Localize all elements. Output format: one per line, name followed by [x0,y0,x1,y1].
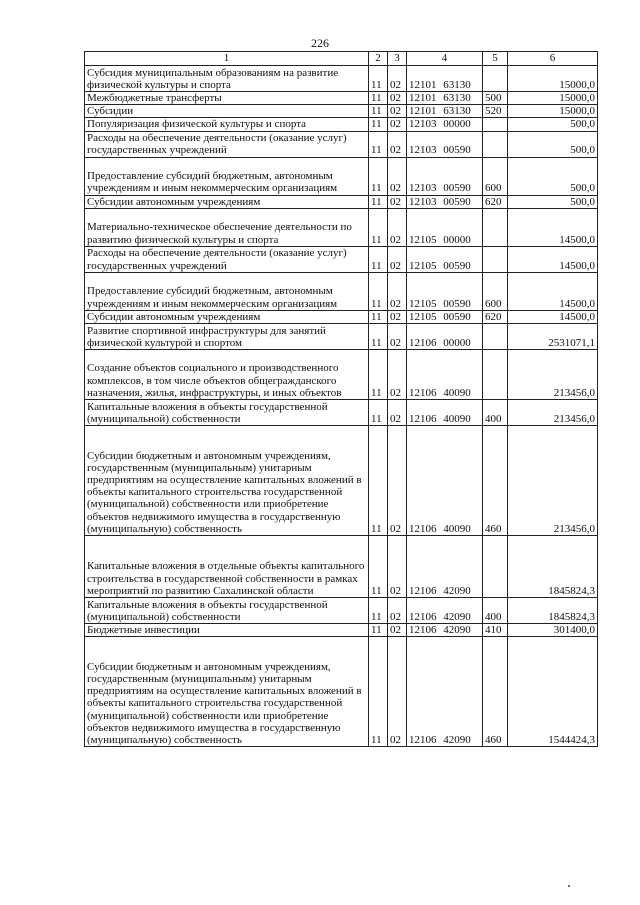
amount-cell: 1845824,3 [508,598,598,624]
amount-cell: 14500,0 [508,272,598,310]
target-code-cell: 12106 40090 [407,400,483,426]
target-code-cell: 12101 63130 [407,92,483,105]
amount-cell: 500,0 [508,195,598,208]
section-code-cell: 11 [369,157,388,195]
expense-type-cell: 410 [483,624,508,637]
section-code-cell: 11 [369,310,388,323]
table-row [85,66,598,92]
target-code-cell: 12103 00590 [407,131,483,157]
row-name-cell: Субсидии бюджетным и автономным учреждениям, государственным (муниципальным) унитарным предприятиям на осуществление капитальных вложений в объекты капитального строительства государственной (муниципальной) собственности или приобретение объектов недвижимого имущества в государственную (муниципальную) собственность [85,426,369,536]
expense-type-cell [483,350,508,400]
table-row [85,400,598,426]
subsection-code-cell: 02 [388,105,407,118]
table-row [85,195,598,208]
target-code-cell: 12106 00000 [407,324,483,350]
target-code-cell: 12103 00000 [407,118,483,131]
target-code-cell: 12105 00590 [407,246,483,272]
table-row [85,637,598,747]
amount-cell: 14500,0 [508,246,598,272]
amount-cell: 15000,0 [508,66,598,92]
header-col-3: 3 [388,52,407,66]
subsection-code-cell: 02 [388,272,407,310]
expense-type-cell [483,246,508,272]
amount-cell: 213456,0 [508,426,598,536]
amount-cell: 213456,0 [508,350,598,400]
amount-cell: 500,0 [508,157,598,195]
row-name-cell: Субсидии автономным учреждениям [85,195,369,208]
table-row [85,157,598,195]
row-name-cell: Материально-техническое обеспечение деятельности по развитию физической культуры и спорта [85,208,369,246]
target-code-cell: 12101 63130 [407,66,483,92]
row-name-cell: Капитальные вложения в объекты государственной (муниципальной) собственности [85,598,369,624]
section-code-cell: 11 [369,195,388,208]
row-name-cell: Создание объектов социального и производственного комплексов, в том числе объектов общегражданского назначения, жилья, инфраструктуры, и иных объектов [85,350,369,400]
section-code-cell: 11 [369,400,388,426]
subsection-code-cell: 02 [388,92,407,105]
subsection-code-cell: 02 [388,624,407,637]
budget-table [84,51,598,747]
row-name-cell: Предоставление субсидий бюджетным, автономным учреждениям и иным некоммерческим организациям [85,157,369,195]
expense-type-cell: 620 [483,310,508,323]
section-code-cell: 11 [369,624,388,637]
table-row [85,92,598,105]
row-name-cell: Субсидии [85,105,369,118]
amount-cell: 500,0 [508,131,598,157]
amount-cell: 15000,0 [508,105,598,118]
expense-type-cell: 520 [483,105,508,118]
section-code-cell: 11 [369,536,388,598]
amount-cell: 2531071,1 [508,324,598,350]
subsection-code-cell: 02 [388,118,407,131]
target-code-cell: 12103 00590 [407,195,483,208]
table-header-row [85,52,598,66]
subsection-code-cell: 02 [388,131,407,157]
row-name-cell: Бюджетные инвестиции [85,624,369,637]
expense-type-cell: 460 [483,426,508,536]
table-row [85,208,598,246]
amount-cell: 213456,0 [508,400,598,426]
target-code-cell: 12106 42090 [407,624,483,637]
target-code-cell: 12105 00590 [407,310,483,323]
subsection-code-cell: 02 [388,598,407,624]
expense-type-cell [483,131,508,157]
subsection-code-cell: 02 [388,310,407,323]
table-body [85,66,598,747]
section-code-cell: 11 [369,246,388,272]
section-code-cell: 11 [369,208,388,246]
target-code-cell: 12103 00590 [407,157,483,195]
section-code-cell: 11 [369,92,388,105]
subsection-code-cell: 02 [388,426,407,536]
subsection-code-cell: 02 [388,400,407,426]
amount-cell: 500,0 [508,118,598,131]
expense-type-cell: 400 [483,400,508,426]
table-row [85,105,598,118]
header-col-2: 2 [369,52,388,66]
expense-type-cell [483,208,508,246]
subsection-code-cell: 02 [388,66,407,92]
table-row [85,310,598,323]
subsection-code-cell: 02 [388,208,407,246]
target-code-cell: 12106 40090 [407,350,483,400]
amount-cell: 1544424,3 [508,637,598,747]
row-name-cell: Расходы на обеспечение деятельности (оказание услуг) государственных учреждений [85,246,369,272]
amount-cell: 14500,0 [508,208,598,246]
row-name-cell: Предоставление субсидий бюджетным, автономным учреждениям и иным некоммерческим организациям [85,272,369,310]
row-name-cell: Субсидии автономным учреждениям [85,310,369,323]
expense-type-cell: 500 [483,92,508,105]
section-code-cell: 11 [369,105,388,118]
table-row [85,131,598,157]
subsection-code-cell: 02 [388,157,407,195]
expense-type-cell [483,536,508,598]
section-code-cell: 11 [369,272,388,310]
row-name-cell: Расходы на обеспечение деятельности (оказание услуг) государственных учреждений [85,131,369,157]
header-col-4: 4 [407,52,483,66]
table-row [85,426,598,536]
target-code-cell: 12101 63130 [407,105,483,118]
header-col-6: 6 [508,52,598,66]
expense-type-cell: 600 [483,157,508,195]
expense-type-cell: 620 [483,195,508,208]
target-code-cell: 12106 42090 [407,637,483,747]
row-name-cell: Популяризация физической культуры и спорта [85,118,369,131]
target-code-cell: 12106 42090 [407,598,483,624]
section-code-cell: 11 [369,637,388,747]
row-name-cell: Межбюджетные трансферты [85,92,369,105]
page-number: 226 [311,36,329,50]
section-code-cell: 11 [369,426,388,536]
table-row [85,272,598,310]
table-row [85,536,598,598]
target-code-cell: 12106 40090 [407,426,483,536]
subsection-code-cell: 02 [388,246,407,272]
section-code-cell: 11 [369,66,388,92]
subsection-code-cell: 02 [388,324,407,350]
table-row [85,350,598,400]
target-code-cell: 12106 42090 [407,536,483,598]
table-row [85,624,598,637]
section-code-cell: 11 [369,118,388,131]
amount-cell: 15000,0 [508,92,598,105]
section-code-cell: 11 [369,598,388,624]
scan-speck [568,885,570,887]
section-code-cell: 11 [369,350,388,400]
expense-type-cell [483,66,508,92]
amount-cell: 1845824,3 [508,536,598,598]
row-name-cell: Развитие спортивной инфраструктуры для занятий физической культурой и спортом [85,324,369,350]
amount-cell: 14500,0 [508,310,598,323]
subsection-code-cell: 02 [388,350,407,400]
section-code-cell: 11 [369,131,388,157]
target-code-cell: 12105 00590 [407,272,483,310]
expense-type-cell: 600 [483,272,508,310]
target-code-cell: 12105 00000 [407,208,483,246]
section-code-cell: 11 [369,324,388,350]
expense-type-cell: 400 [483,598,508,624]
expense-type-cell [483,118,508,131]
table-row [85,118,598,131]
amount-cell: 301400,0 [508,624,598,637]
subsection-code-cell: 02 [388,195,407,208]
expense-type-cell [483,324,508,350]
header-col-1: 1 [85,52,369,66]
row-name-cell: Капитальные вложения в объекты государственной (муниципальной) собственности [85,400,369,426]
row-name-cell: Субсидия муниципальным образованиям на развитие физической культуры и спорта [85,66,369,92]
row-name-cell: Капитальные вложения в отдельные объекты капитального строительства в государственной собственности в рамках мероприятий по развитию Сахалинской области [85,536,369,598]
table-row [85,324,598,350]
header-col-5: 5 [483,52,508,66]
subsection-code-cell: 02 [388,637,407,747]
table-row [85,246,598,272]
row-name-cell: Субсидии бюджетным и автономным учреждениям, государственным (муниципальным) унитарным предприятиям на осуществление капитальных вложений в объекты капитального строительства государственной (муниципальной) собственности или приобретение объектов недвижимого имущества в государственную (муниципальную) собственность [85,637,369,747]
expense-type-cell: 460 [483,637,508,747]
subsection-code-cell: 02 [388,536,407,598]
table-row [85,598,598,624]
